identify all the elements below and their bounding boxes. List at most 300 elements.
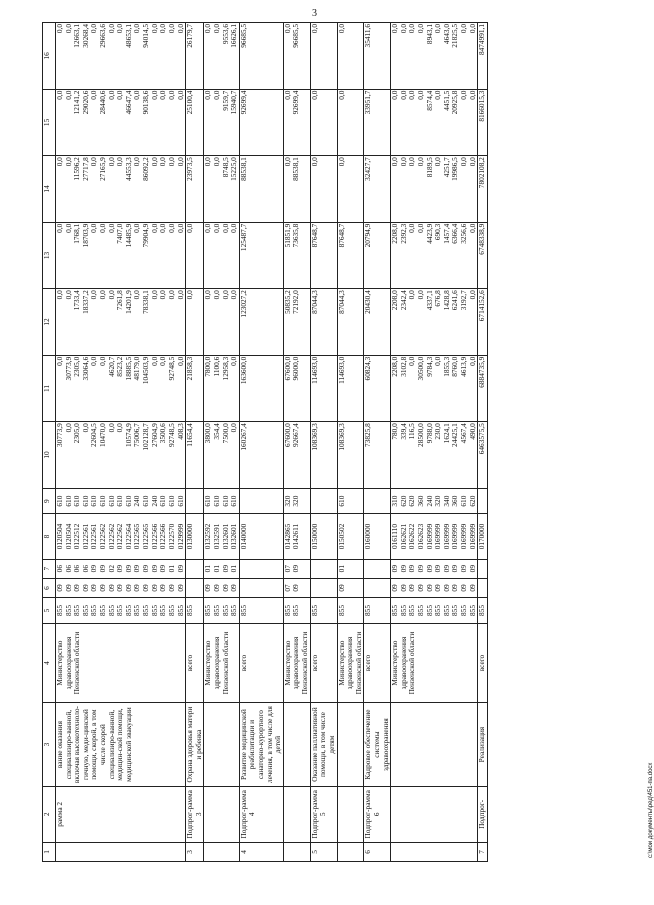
table-body [56, 23, 488, 862]
value-line: 360 [450, 495, 460, 507]
value-line: 09 [450, 565, 460, 573]
value-line: 855 [141, 605, 151, 616]
value-cell [204, 156, 239, 223]
value-line: 24425,1 [450, 423, 460, 447]
value-line: 12141,2 [72, 90, 82, 115]
value-line: 855 [282, 605, 292, 616]
column-header: 10 [43, 422, 56, 489]
agency-cell: всего [478, 623, 488, 702]
column-header: 1 [43, 842, 56, 861]
value-line: 855 [220, 605, 230, 616]
value-line: 0150502 [336, 523, 346, 550]
value-line: 0169999 [424, 523, 434, 550]
value-line: 0,0 [98, 290, 108, 300]
value-line: 87044,3 [309, 290, 319, 314]
value-line: 09 [450, 584, 460, 592]
value-cell [310, 222, 337, 289]
value-line: 09 [398, 584, 408, 592]
value-cell [310, 23, 337, 90]
value-line: 0,0 [415, 24, 425, 34]
value-line: 0,0 [407, 223, 417, 233]
value-line: 3192,7 [459, 290, 469, 311]
value-cell [478, 355, 488, 422]
value-line: 0,0 [433, 90, 443, 100]
value-line: 0122565 [132, 523, 142, 550]
value-line: 0,0 [309, 90, 319, 100]
value-line: 18703,9 [80, 223, 90, 248]
value-line: 0,0 [415, 290, 425, 300]
value-line: 09 [291, 584, 301, 592]
value-line: 0,0 [106, 90, 116, 100]
value-line [240, 580, 249, 596]
value-line: 3500,6 [158, 423, 168, 444]
value-line: 09 [63, 584, 73, 592]
value-cell [337, 488, 364, 514]
value-line: 8760,0 [450, 356, 460, 377]
value-line: 92699,4 [291, 90, 301, 115]
value-line: 19986,5 [450, 157, 460, 181]
row-number: 6 [364, 842, 391, 861]
value-cell [186, 355, 204, 422]
value-line: 610 [459, 495, 469, 507]
budget-table [42, 22, 488, 862]
value-cell [391, 156, 478, 223]
value-line: 30773,9 [63, 356, 73, 381]
value-line: 0,0 [115, 24, 125, 34]
value-line: 78338,1 [141, 290, 151, 314]
value-cell [364, 222, 391, 289]
value-line: 26179,7 [185, 24, 195, 48]
value-line: 0,0 [149, 24, 159, 34]
footer-file-path: c:\мои документы\ред\451-па.docx [648, 762, 654, 858]
value-line: 4567,4 [459, 423, 469, 444]
value-line: 0,0 [203, 223, 213, 233]
value-cell [186, 598, 204, 624]
value-cell [478, 514, 488, 559]
value-cell [364, 156, 391, 223]
subprogram-cell [204, 786, 239, 842]
value-line: 855 [309, 605, 319, 616]
value-line: 855 [98, 605, 108, 616]
value-line: 09 [89, 584, 99, 592]
value-line: 09 [467, 584, 477, 592]
value-line: 07 [282, 584, 292, 592]
value-line: 1855,3 [441, 356, 451, 377]
description-cell: Кадровое обеспечение системы здравоохранения [364, 703, 391, 787]
value-line [186, 580, 195, 596]
value-line [186, 490, 195, 513]
value-line: 67600,0 [282, 356, 292, 381]
value-line: 0,0 [229, 290, 239, 300]
value-line: 73635,8 [291, 223, 301, 248]
value-line: 09 [467, 565, 477, 573]
value-line: 610 [175, 495, 185, 507]
value-line: 0129999 [175, 523, 185, 550]
row-number [283, 842, 310, 861]
value-line: 610 [211, 495, 221, 507]
value-cell [239, 559, 283, 578]
value-line: 10574,9 [123, 423, 133, 447]
value-line: 0122562 [98, 523, 108, 550]
value-line: 96685,5 [291, 24, 301, 48]
agency-cell: Министерство здравоохранения Пензенской области [337, 623, 364, 702]
value-cell [186, 422, 204, 489]
value-cell [56, 156, 186, 223]
value-line: 610 [72, 495, 82, 507]
value-line: 620 [407, 495, 417, 507]
value-line: 88538,1 [291, 157, 301, 181]
value-cell [337, 355, 364, 422]
agency-cell: Министерство здравоохранения Пензенской области [283, 623, 310, 702]
value-cell [204, 222, 239, 289]
value-line: 855 [441, 605, 451, 616]
value-line: 2392,3 [398, 223, 408, 244]
value-line: 0,0 [158, 290, 168, 300]
value-line: 01 [203, 565, 213, 573]
value-line: 0,0 [467, 290, 477, 300]
value-cell [364, 488, 391, 514]
value-line: 6366,4 [450, 223, 460, 244]
value-line: 14201,9 [123, 290, 133, 314]
value-line: 48179,0 [132, 356, 142, 381]
value-line: 30773,9 [55, 423, 64, 447]
value-cell [364, 598, 391, 624]
value-line: 23973,5 [185, 157, 195, 181]
value-line: 855 [89, 605, 99, 616]
value-line: 0,0 [55, 90, 64, 100]
value-cell [478, 488, 488, 514]
value-line: 490,0 [467, 423, 477, 440]
value-line: 8189,5 [424, 157, 434, 178]
value-line: 30268,4 [80, 24, 90, 48]
value-line: 0,0 [63, 157, 73, 167]
value-cell [310, 514, 337, 559]
value-line: 0,0 [80, 423, 90, 433]
value-line: 60824,3 [363, 356, 373, 381]
description-cell: вание оказания специализиро-ванной, включая высокотехноло-гичную, меди-цинской помощи, скорой, в том числе скорой специализиро-ванной, медицин-ской помощи, медицинской эвакуации [56, 703, 186, 787]
value-line: 0,0 [203, 157, 213, 167]
column-header: 12 [43, 289, 56, 356]
description-cell [391, 703, 478, 787]
value-line: 0122512 [72, 523, 82, 550]
value-line: 28500,0 [415, 423, 425, 447]
value-line: 610 [158, 495, 168, 507]
value-line: 14485,9 [123, 223, 133, 248]
row-number [56, 842, 186, 861]
value-line: 0,0 [336, 90, 346, 100]
value-line: 620 [467, 495, 477, 507]
value-line: 0,0 [185, 290, 195, 300]
value-line: 88538,1 [238, 157, 248, 181]
value-line: 0,0 [132, 223, 142, 233]
value-line: 09 [390, 584, 400, 592]
value-line: 610 [55, 495, 64, 507]
value-line: 0,0 [467, 223, 477, 233]
value-line: 0,0 [415, 223, 425, 233]
value-line: 29663,6 [98, 24, 108, 48]
value-line: 240 [424, 495, 434, 507]
value-cell [283, 422, 310, 489]
value-line: 01 [166, 565, 176, 573]
row-number [337, 842, 364, 861]
value-line: 6884735,9 [477, 356, 487, 388]
value-line: 10470,0 [98, 423, 108, 447]
description-cell: Оказание паллиативной помощи, в том числе детям [310, 703, 337, 787]
value-line: 0142865 [282, 523, 292, 550]
value-line: 855 [291, 605, 301, 616]
value-line: 360 [415, 495, 425, 507]
value-line: 0,0 [149, 356, 159, 366]
value-line: 855 [166, 605, 176, 616]
value-line: 18885,5 [123, 356, 133, 381]
table-row [239, 23, 283, 862]
value-line: 0122562 [115, 523, 125, 550]
value-line: 0,0 [398, 157, 408, 167]
value-line: 30500,0 [415, 356, 425, 381]
value-line: 0160000 [363, 523, 373, 550]
value-cell [283, 598, 310, 624]
value-line: 0,0 [220, 290, 230, 300]
value-line: 0,0 [211, 24, 221, 34]
value-cell [239, 598, 283, 624]
value-cell [364, 578, 391, 597]
value-cell [239, 422, 283, 489]
value-line: 09 [158, 584, 168, 592]
page-number: 3 [312, 8, 317, 19]
value-line: 22604,5 [89, 423, 99, 447]
value-line: 09 [336, 584, 346, 592]
value-line: 09 [175, 584, 185, 592]
value-line: 0,0 [407, 290, 417, 300]
value-line: 855 [123, 605, 133, 616]
value-line: 21825,5 [450, 24, 460, 48]
value-line: 94014,5 [141, 24, 151, 48]
value-line: 8574,4 [424, 90, 434, 111]
value-line: 09 [398, 565, 408, 573]
value-line: 610 [98, 495, 108, 507]
value-line [478, 580, 487, 596]
value-line: 855 [63, 605, 73, 616]
value-line: 09 [115, 584, 125, 592]
value-line: 09 [220, 565, 230, 573]
value-cell [364, 422, 391, 489]
subprogram-cell [337, 786, 364, 842]
value-line: 0,0 [106, 157, 116, 167]
value-line: 2208,0 [390, 356, 400, 377]
value-line: 0162621 [398, 523, 408, 550]
value-line: 0,0 [149, 223, 159, 233]
value-cell [478, 598, 488, 624]
value-line: 87648,7 [336, 223, 346, 248]
value-line: 0,0 [203, 290, 213, 300]
value-cell [204, 422, 239, 489]
value-line: 0,0 [398, 24, 408, 34]
value-line [478, 561, 487, 577]
value-line: 0,0 [203, 24, 213, 34]
value-line: 0,0 [106, 290, 116, 300]
value-line: 855 [336, 605, 346, 616]
value-line: 855 [158, 605, 168, 616]
column-header: 13 [43, 222, 56, 289]
value-line: 0,0 [63, 223, 73, 233]
value-line: 0,0 [89, 90, 99, 100]
value-line: 690,3 [433, 223, 443, 241]
value-cell [391, 598, 478, 624]
value-line: 0,0 [63, 24, 73, 34]
value-line: 0,0 [433, 24, 443, 34]
value-line: 3256,6 [459, 223, 469, 244]
value-line: 2208,0 [390, 223, 400, 244]
value-line: 0161110 [390, 524, 400, 550]
value-line: 0,0 [166, 90, 176, 100]
value-line: 855 [390, 605, 400, 616]
value-line: 0169999 [441, 523, 451, 550]
value-cell [56, 422, 186, 489]
value-line: 9784,3 [424, 356, 434, 377]
value-line: 12958,3 [220, 356, 230, 381]
value-cell [364, 89, 391, 156]
value-line: 0,0 [175, 356, 185, 366]
value-line: 0,0 [98, 356, 108, 366]
value-line: 96685,5 [238, 24, 248, 48]
value-line [364, 561, 373, 577]
value-line: 0,0 [459, 24, 469, 34]
value-line: 09 [98, 584, 108, 592]
value-cell [310, 422, 337, 489]
value-line: 09 [211, 584, 221, 592]
row-number [391, 842, 478, 861]
subprogram-cell: Подпрог- [478, 786, 488, 842]
value-line [240, 561, 249, 577]
value-cell [186, 156, 204, 223]
value-line: 09 [158, 565, 168, 573]
value-cell [56, 289, 186, 356]
value-line: 855 [203, 605, 213, 616]
value-cell [478, 23, 488, 90]
value-line: 855 [185, 605, 195, 616]
value-line: 855 [238, 605, 248, 616]
value-line: 610 [220, 495, 230, 507]
value-line: 0,0 [175, 157, 185, 167]
value-line: 610 [141, 495, 151, 507]
value-line: 0,0 [309, 24, 319, 34]
value-cell [204, 488, 239, 514]
column-header: 5 [43, 598, 56, 624]
value-line: 09 [220, 584, 230, 592]
value-line: 855 [459, 605, 469, 616]
value-line: 09 [149, 584, 159, 592]
value-line: 125487,7 [238, 223, 248, 252]
value-cell [56, 514, 186, 559]
value-line: 855 [211, 605, 221, 616]
value-line: 92748,5 [166, 423, 176, 447]
agency-cell: всего [310, 623, 337, 702]
value-line: 09 [415, 584, 425, 592]
value-line: 09 [407, 584, 417, 592]
value-cell [310, 578, 337, 597]
value-line: 0,0 [89, 223, 99, 233]
subprogram-cell: рамма 2 [56, 786, 186, 842]
value-cell [186, 23, 204, 90]
value-line: 09 [115, 565, 125, 573]
value-line: 0,0 [390, 157, 400, 167]
value-line: 0,0 [415, 90, 425, 100]
value-cell [391, 355, 478, 422]
value-line: 09 [175, 565, 185, 573]
value-cell [391, 422, 478, 489]
value-cell [56, 578, 186, 597]
value-line [311, 490, 320, 513]
value-cell [186, 514, 204, 559]
table-row [186, 23, 204, 862]
value-line: 855 [72, 605, 82, 616]
value-cell [239, 488, 283, 514]
value-cell [283, 514, 310, 559]
value-cell [391, 289, 478, 356]
value-line: 1768,1 [72, 223, 82, 244]
value-line: 0169999 [467, 523, 477, 550]
value-line: 0,0 [336, 24, 346, 34]
value-line: 01 [211, 565, 221, 573]
value-line: 2305,0 [72, 356, 82, 377]
value-line: 0,0 [185, 223, 195, 233]
value-line: 855 [450, 605, 460, 616]
value-line [240, 490, 249, 513]
value-line: 09 [229, 584, 239, 592]
value-line [186, 561, 195, 577]
value-line: 09 [98, 565, 108, 573]
value-line: 0,0 [158, 24, 168, 34]
value-line: 0,0 [282, 157, 292, 167]
value-line: 8166015,3 [477, 90, 487, 122]
agency-cell: всего [186, 623, 204, 702]
value-line: 32427,7 [363, 157, 373, 181]
value-line: 0,0 [407, 157, 417, 167]
value-line: 07 [282, 565, 292, 573]
value-cell [239, 578, 283, 597]
value-line: 0,0 [158, 90, 168, 100]
value-line: 01 [229, 565, 239, 573]
value-line: 0,0 [149, 290, 159, 300]
value-line: 0,0 [166, 157, 176, 167]
column-header: 15 [43, 89, 56, 156]
value-line: 0,0 [309, 157, 319, 167]
value-line: 09 [459, 584, 469, 592]
value-cell [239, 222, 283, 289]
value-cell [239, 289, 283, 356]
value-line: 20794,9 [363, 223, 373, 248]
value-cell [310, 289, 337, 356]
value-line: 01 [336, 565, 346, 573]
value-line: 15940,7 [229, 90, 239, 115]
value-line: 0,0 [203, 90, 213, 100]
value-line: 610 [89, 495, 99, 507]
value-line: 0132601 [220, 523, 230, 550]
value-line: 0120504 [63, 523, 73, 550]
value-cell [337, 289, 364, 356]
table-row [310, 23, 337, 862]
value-line: 0,0 [415, 157, 425, 167]
value-line: 0122566 [158, 523, 168, 550]
value-line: 06 [55, 565, 64, 573]
value-line: 7500,0 [220, 423, 230, 444]
value-line [364, 490, 373, 513]
value-line: 25100,4 [185, 90, 195, 115]
value-line: 28440,6 [98, 90, 108, 115]
value-cell [310, 355, 337, 422]
value-cell [391, 222, 478, 289]
value-line: 102128,7 [141, 423, 151, 451]
